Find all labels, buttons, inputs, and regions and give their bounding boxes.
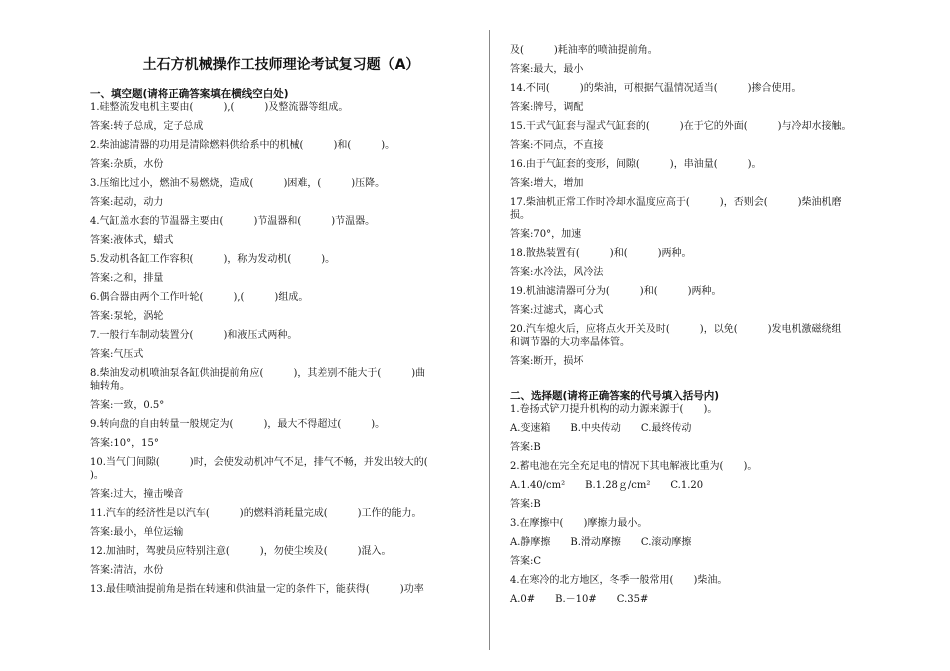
question-block bbox=[90, 101, 472, 139]
answer-text: 答案:增大，增加 bbox=[510, 178, 584, 189]
choice-question-block bbox=[510, 460, 892, 517]
question-block bbox=[510, 44, 892, 82]
answer-text: 答案:转子总成，定子总成 bbox=[90, 121, 204, 132]
question-block bbox=[90, 583, 472, 602]
question-text: 1.硅整流发电机主要由( ),( )及整流器等组成。 bbox=[90, 102, 349, 113]
answer-text: 答案:泵轮，涡轮 bbox=[90, 311, 164, 322]
answer-text: 答案:一致，0.5° bbox=[90, 400, 165, 411]
answer-text: 答案:起动，动力 bbox=[90, 197, 164, 208]
answer-text: 答案:70°，加速 bbox=[510, 229, 582, 240]
question-text: 14.不同( )的柴油，可根据气温情况适当( )掺合使用。 bbox=[510, 83, 802, 94]
answer-text: 答案:水冷法，风冷法 bbox=[510, 267, 604, 278]
question-text: 18.散热装置有( )和( )两种。 bbox=[510, 248, 692, 259]
fill-question-list bbox=[90, 101, 472, 602]
option-line: A.0# B.－10# C.35# bbox=[510, 594, 649, 605]
question-text: 12.加油时，驾驶员应特别注意( )，勿使尘埃及( )混入。 bbox=[90, 546, 392, 557]
question-text: 4.在寒冷的北方地区，冬季一般常用( )柴油。 bbox=[510, 575, 728, 586]
question-block bbox=[510, 285, 892, 323]
question-block bbox=[510, 82, 892, 120]
question-block bbox=[510, 247, 892, 285]
answer-text: 答案:10°，15° bbox=[90, 438, 159, 449]
question-text: 和调节器的大功率晶体管。 bbox=[510, 337, 630, 348]
question-block bbox=[90, 177, 472, 215]
question-text: 轴转角。 bbox=[90, 381, 130, 392]
question-text: 15.干式气缸套与湿式气缸套的( )在于它的外面( )与冷却水接触。 bbox=[510, 121, 852, 132]
question-text: 2.蓄电池在完全充足电的情况下其电解液比重为( )。 bbox=[510, 461, 758, 472]
answer-text: 答案:最大，最小 bbox=[510, 64, 584, 75]
question-text: 19.机油滤清器可分为( )和( )两种。 bbox=[510, 286, 722, 297]
option-line: A.1.40/cm² B.1.28ｇ/cm² C.1.20 bbox=[510, 480, 704, 491]
question-block bbox=[510, 323, 892, 374]
question-text: 损。 bbox=[510, 210, 530, 221]
answer-text: 答案:之和，排量 bbox=[90, 273, 164, 284]
question-text: 2.柴油滤清器的功用是清除燃料供给系中的机械( )和( )。 bbox=[90, 140, 396, 151]
question-block bbox=[90, 291, 472, 329]
question-text: 20.汽车熄火后，应将点火开关及时( )，以免( )发电机激磁绕组 bbox=[510, 324, 842, 335]
choice-question-list bbox=[510, 403, 892, 612]
choice-question-block bbox=[510, 574, 892, 612]
question-block bbox=[90, 139, 472, 177]
answer-text: 答案:过大，撞击噪音 bbox=[90, 489, 184, 500]
question-text: 9.转向盘的自由转量一般规定为( )，最大不得超过( )。 bbox=[90, 419, 386, 430]
question-text: 7.一般行车制动装置分( )和液压式两种。 bbox=[90, 330, 298, 341]
question-block bbox=[90, 456, 472, 507]
answer-text: 答案:液体式，蜡式 bbox=[90, 235, 174, 246]
question-block bbox=[90, 507, 472, 545]
column-divider bbox=[489, 30, 490, 650]
question-text: 3.压缩比过小，燃油不易燃烧，造成( )困难，( )压降。 bbox=[90, 178, 386, 189]
question-text: 及( )耗油率的喷油提前角。 bbox=[510, 45, 658, 56]
question-text: 8.柴油发动机喷油泵各缸供油提前角应( )，其差别不能大于( )曲 bbox=[90, 368, 426, 379]
question-block bbox=[90, 253, 472, 291]
answer-text: 答案:C bbox=[510, 556, 542, 567]
right-column-body bbox=[510, 44, 892, 612]
question-text: 16.由于气缸套的变形，间隙( )，串油量( )。 bbox=[510, 159, 762, 170]
question-block bbox=[510, 196, 892, 247]
choice-question-block bbox=[510, 517, 892, 574]
question-block bbox=[90, 215, 472, 253]
question-text: )。 bbox=[90, 470, 104, 481]
answer-text: 答案:B bbox=[510, 499, 541, 510]
answer-text: 答案:杂质，水份 bbox=[90, 159, 164, 170]
answer-text: 答案:断开，损坏 bbox=[510, 356, 584, 367]
answer-text: 答案:过滤式，离心式 bbox=[510, 305, 604, 316]
question-block bbox=[510, 158, 892, 196]
choice-question-block bbox=[510, 403, 892, 460]
answer-text: 答案:气压式 bbox=[90, 349, 144, 360]
section2-heading: 二、选择题(请将正确答案的代号填入括号内) bbox=[510, 390, 720, 402]
question-block bbox=[90, 329, 472, 367]
answer-text: 答案:不同点，不直接 bbox=[510, 140, 604, 151]
fill-question-list-continued bbox=[510, 44, 892, 374]
option-line: A.变速箱 B.中央传动 C.最终传动 bbox=[510, 423, 692, 434]
question-text: 6.偶合器由两个工作叶轮( ),( )组成。 bbox=[90, 292, 309, 303]
question-text: 11.汽车的经济性是以汽车( )的燃料消耗量完成( )工作的能力。 bbox=[90, 508, 422, 519]
answer-text: 答案:B bbox=[510, 442, 541, 453]
question-text: 5.发动机各缸工作容积( )，称为发动机( )。 bbox=[90, 254, 336, 265]
question-block bbox=[90, 367, 472, 418]
left-column-body bbox=[90, 86, 472, 602]
document-title: 土石方机械操作工技师理论考试复习题（A） bbox=[142, 57, 420, 73]
question-text: 13.最佳喷油提前角是指在转速和供油量一定的条件下，能获得( )功率 bbox=[90, 584, 424, 595]
question-text: 3.在摩擦中( )摩擦力最小。 bbox=[510, 518, 648, 529]
question-block bbox=[510, 120, 892, 158]
question-block bbox=[90, 545, 472, 583]
question-text: 17.柴油机正常工作时冷却水温度应高于( )，否则会( )柴油机磨 bbox=[510, 197, 842, 208]
question-text: 10.当气门间隙( )时，会使发动机冲气不足，排气不畅，并发出较大的( bbox=[90, 457, 428, 468]
option-line: A.静摩擦 B.滑动摩擦 C.滚动摩擦 bbox=[510, 537, 692, 548]
question-block bbox=[90, 418, 472, 456]
answer-text: 答案:牌号，调配 bbox=[510, 102, 584, 113]
question-text: 1.卷扬式铲刀提升机构的动力源来源于( )。 bbox=[510, 404, 718, 415]
answer-text: 答案:最小，单位运输 bbox=[90, 527, 184, 538]
answer-text: 答案:清洁，水份 bbox=[90, 565, 164, 576]
question-text: 4.气缸盖水套的节温器主要由( )节温器和( )节温器。 bbox=[90, 216, 376, 227]
section1-heading: 一、填空题(请将正确答案填在横线空白处) bbox=[90, 88, 289, 100]
